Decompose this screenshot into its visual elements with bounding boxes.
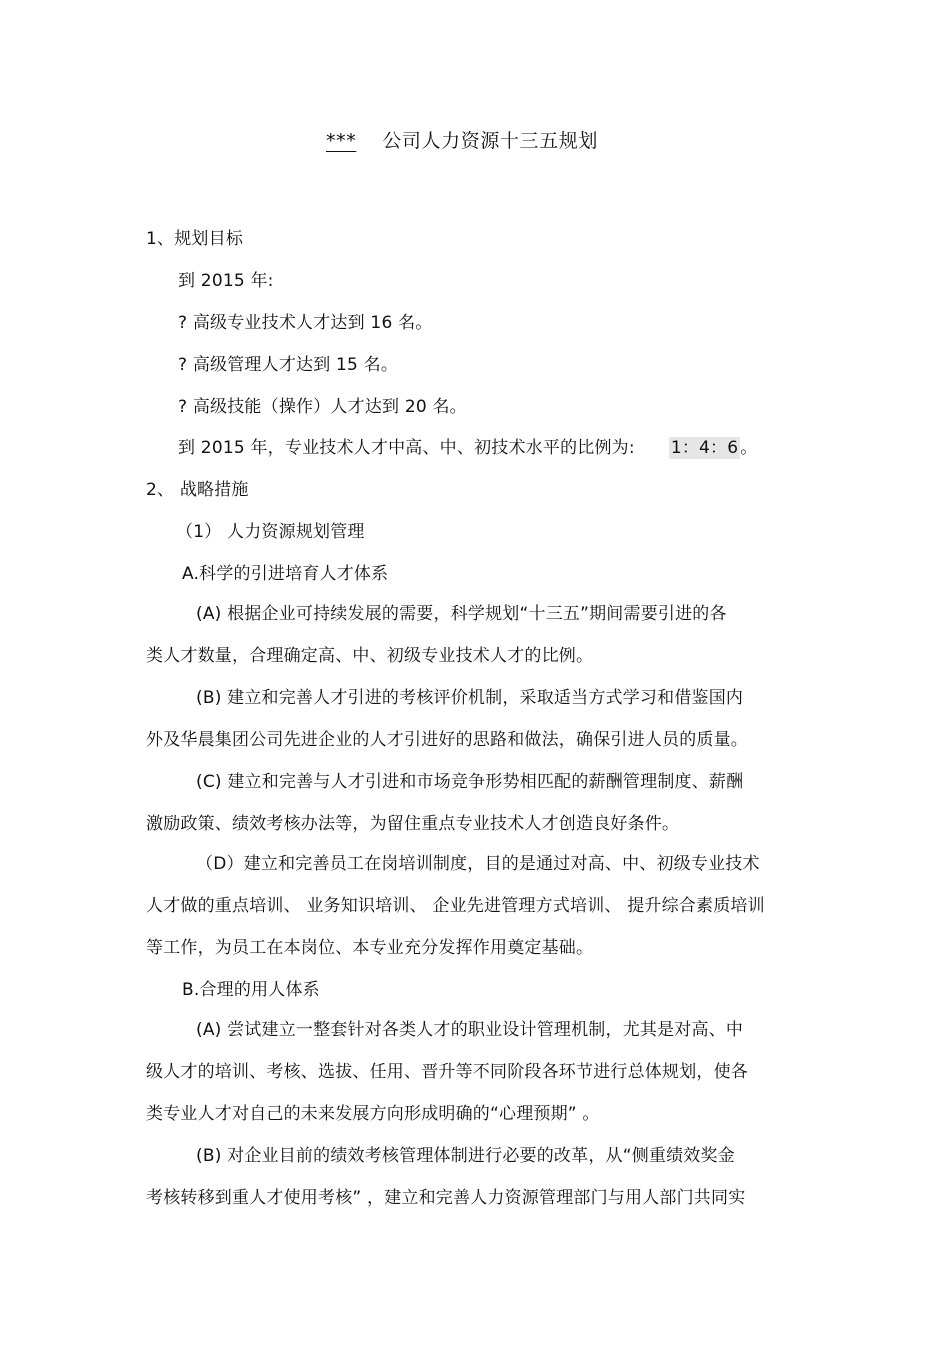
ratio-value: 1：4：6: [670, 438, 739, 458]
paragraph-line: (A) 尝试建立一整套针对各类人才的职业设计管理机制，尤其是对高、中: [196, 1020, 744, 1040]
paragraph-line: （D）建立和完善员工在岗培训制度，目的是通过对高、中、初级专业技术: [196, 854, 760, 874]
title-text: 公司人力资源十三五规划: [382, 130, 598, 152]
subsection-heading: （1） 人力资源规划管理: [176, 522, 365, 542]
target-year-line: 到 2015 年:: [178, 271, 274, 291]
paragraph-line: (A) 根据企业可持续发展的需要，科学规划“十三五”期间需要引进的各: [196, 604, 727, 624]
bullet-item: ? 高级专业技术人才达到 16 名。: [178, 313, 433, 333]
paragraph-line: 考核转移到重人才使用考核” ，建立和完善人力资源管理部门与用人部门共同实: [146, 1188, 746, 1208]
bullet-item: ? 高级技能（操作）人才达到 20 名。: [178, 397, 467, 417]
document-title: [314, 130, 598, 152]
bullet-item: ? 高级管理人才达到 15 名。: [178, 355, 399, 375]
paragraph-line: 级人才的培训、考核、选拔、任用、晋升等不同阶段各环节进行总体规划，使各: [146, 1062, 748, 1082]
title-company-placeholder: ***: [326, 130, 357, 152]
paragraph-line: 激励政策、绩效考核办法等，为留住重点专业技术人才创造良好条件。: [146, 814, 680, 834]
subsection-b-title: B.合理的用人体系: [182, 980, 320, 1000]
paragraph-line: (B) 对企业目前的绩效考核管理体制进行必要的改革，从“侧重绩效奖金: [196, 1146, 735, 1166]
section-heading-1: 1、规划目标: [146, 229, 244, 249]
ratio-line: [178, 437, 757, 459]
ratio-suffix: 。: [740, 438, 758, 458]
paragraph-line: 等工作，为员工在本岗位、本专业充分发挥作用奠定基础。: [146, 938, 594, 958]
subsection-a-title: A.科学的引进培育人才体系: [182, 564, 389, 584]
paragraph-line: (C) 建立和完善与人才引进和市场竞争形势相匹配的薪酬管理制度、薪酬: [196, 772, 744, 792]
ratio-text: 到 2015 年，专业技术人才中高、中、初技术水平的比例为:: [178, 438, 635, 458]
paragraph-line: 类专业人才对自己的未来发展方向形成明确的“心理预期” 。: [146, 1104, 600, 1124]
paragraph-line: 外及华晨集团公司先进企业的人才引进好的思路和做法，确保引进人员的质量。: [146, 730, 748, 750]
paragraph-line: 类人才数量，合理确定高、中、初级专业技术人才的比例。: [146, 646, 594, 666]
section-heading-2: 2、 战略措施: [146, 480, 249, 500]
paragraph-line: (B) 建立和完善人才引进的考核评价机制，采取适当方式学习和借鉴国内: [196, 688, 744, 708]
paragraph-line: 人才做的重点培训、 业务知识培训、 企业先进管理方式培训、 提升综合素质培训: [146, 896, 765, 916]
